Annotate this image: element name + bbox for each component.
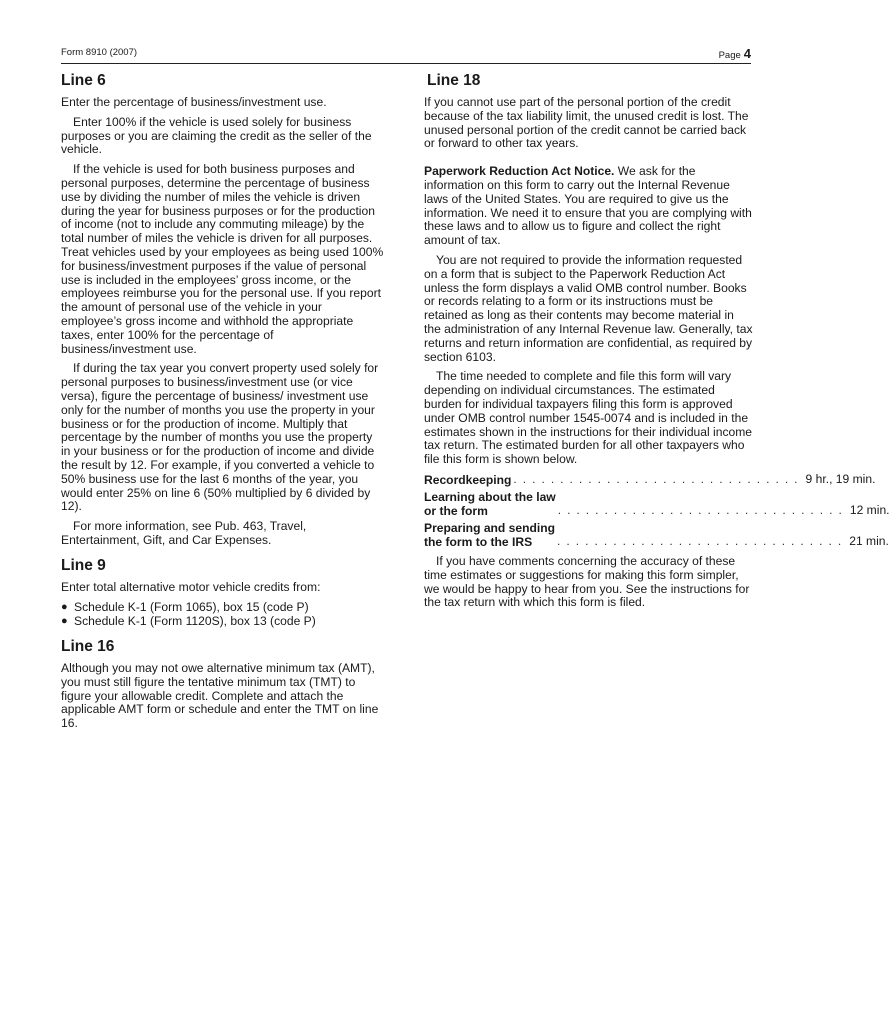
line-9-intro: Enter total alternative motor vehicle credits from: <box>61 579 321 594</box>
burden-label: the form to the IRS <box>424 534 533 549</box>
page-label: Page <box>718 50 741 61</box>
line-16-paragraph: Although you may not owe alternative minimum tax (AMT), you must still figure the tentative minimum tax (TMT) to figure your allowable credit. Complete and attach the applicable AMT form or schedule and enter the TMT on line 16. <box>61 661 379 731</box>
line-16-heading: Line 16 <box>61 638 115 656</box>
paperwork-paragraph <box>424 165 754 248</box>
section-line-18 <box>424 72 754 151</box>
line-18-heading: Line 18 <box>427 72 481 89</box>
line-6-paragraph: If during the tax year you convert property used solely for personal purposes to business/investment use (or vice versa), figure the percentage of business/ investment use only for the number of months you use the property in your business or for the production of income. Multiply that percentage by the number of months you use the property in your business or for the production of income and divide the result by 12. For example, if you converted a vehicle to 50% business use for the last 6 months of the year, you would enter 25% on line 6 (50% multiplied by 6 divided by 12). <box>61 361 379 514</box>
list-item <box>61 601 384 615</box>
paperwork-paragraph: The time needed to complete and file this form will vary depending on individual circumstances. The estimated burden for individual taxpayers filing this form is approved under OMB control number 1545-0074 and is included in the estimates shown in the instructions for their individual income tax return. The estimated burden for all other taxpayers who file this form is shown below. <box>424 369 753 467</box>
burden-row <box>424 489 890 518</box>
burden-label: Recordkeeping <box>424 472 512 487</box>
line-6-paragraph: Enter the percentage of business/investment use. <box>61 95 327 109</box>
burden-table <box>424 472 890 549</box>
line-9-bullet-list <box>61 601 384 630</box>
burden-row <box>424 472 876 487</box>
line-6-heading: Line 6 <box>61 72 106 89</box>
burden-value: 9 hr., 19 min. <box>805 472 876 487</box>
page-number: 4 <box>743 46 751 61</box>
burden-row <box>424 520 889 549</box>
section-paperwork-reduction <box>424 164 890 610</box>
form-identifier: Form 8910 (2007) <box>61 47 138 58</box>
burden-label: or the form <box>424 503 488 518</box>
section-line-16 <box>61 638 384 731</box>
bullet-icon: ● <box>61 615 68 628</box>
burden-value: 21 min. <box>849 534 889 549</box>
section-line-6 <box>61 72 384 548</box>
bullet-icon: ● <box>61 600 68 613</box>
left-column <box>61 72 384 740</box>
line-6-paragraph: For more information, see Pub. 463, Travel, Entertainment, Gift, and Car Expenses. <box>61 519 307 547</box>
right-column <box>424 72 890 616</box>
list-item <box>61 615 384 629</box>
list-item-text: Schedule K-1 (Form 1120S), box 13 (code P) <box>74 614 316 629</box>
line-18-paragraph: If you cannot use part of the personal portion of the credit because of the tax liability limit, the unused credit is lost. The unused personal portion of the credit cannot be carried back or forward to other tax years. <box>424 95 749 151</box>
paperwork-paragraph: If you have comments concerning the accuracy of these time estimates or suggestions for making this form simpler, we would be happy to hear from you. See the instructions for the tax return with which this form is filed. <box>424 553 750 610</box>
burden-label: Preparing and sending <box>424 520 556 535</box>
paperwork-text: We ask for the information on this form to carry out the Internal Revenue laws of the United States. You are required to give us the information. We need it to ensure that you are complying with these laws and to allow us to figure and collect the right amount of tax. <box>424 164 752 248</box>
line-6-paragraph: If the vehicle is used for both business purposes and personal purposes, determine the percentage of business use by dividing the number of miles the vehicle is driven during the year for business purposes or for the production of income (not to include any commuting mileage) by the total number of miles the vehicle is driven for all purposes. Treat vehicles used by your employees as being used 100% for business/investment purposes if the value of personal use is included in the employees’ gross income, or the employees reimburse you for the personal use. If you report the amount of personal use of the vehicle in your employee’s gross income and withhold the appropriate taxes, enter 100% for the percentage of business/investment use. <box>61 162 384 356</box>
page-header <box>61 43 751 64</box>
line-9-heading: Line 9 <box>61 556 106 574</box>
leader-dots: ............................... <box>513 472 804 487</box>
burden-label: Learning about the law <box>424 489 556 504</box>
burden-value: 12 min. <box>849 503 890 518</box>
list-item-text: Schedule K-1 (Form 1065), box 15 (code P) <box>74 599 309 614</box>
paperwork-lead: Paperwork Reduction Act Notice. <box>424 164 615 179</box>
section-line-9 <box>61 557 384 629</box>
paperwork-paragraph: You are not required to provide the information requested on a form that is subject to the Paperwork Reduction Act unless the form displays a valid OMB control number. Books or records relating to a form or its instructions must be retained as long as their contents may become material in the administration of any Internal Revenue law. Generally, tax returns and return information are confidential, as required by section 6103. <box>424 252 753 364</box>
page-indicator <box>719 46 751 61</box>
leader-dots: ............................... <box>557 534 848 549</box>
leader-dots: ............................... <box>557 503 848 518</box>
line-6-paragraph: Enter 100% if the vehicle is used solely for business purposes or you are claiming the credit as the seller of the vehicle. <box>61 114 372 157</box>
